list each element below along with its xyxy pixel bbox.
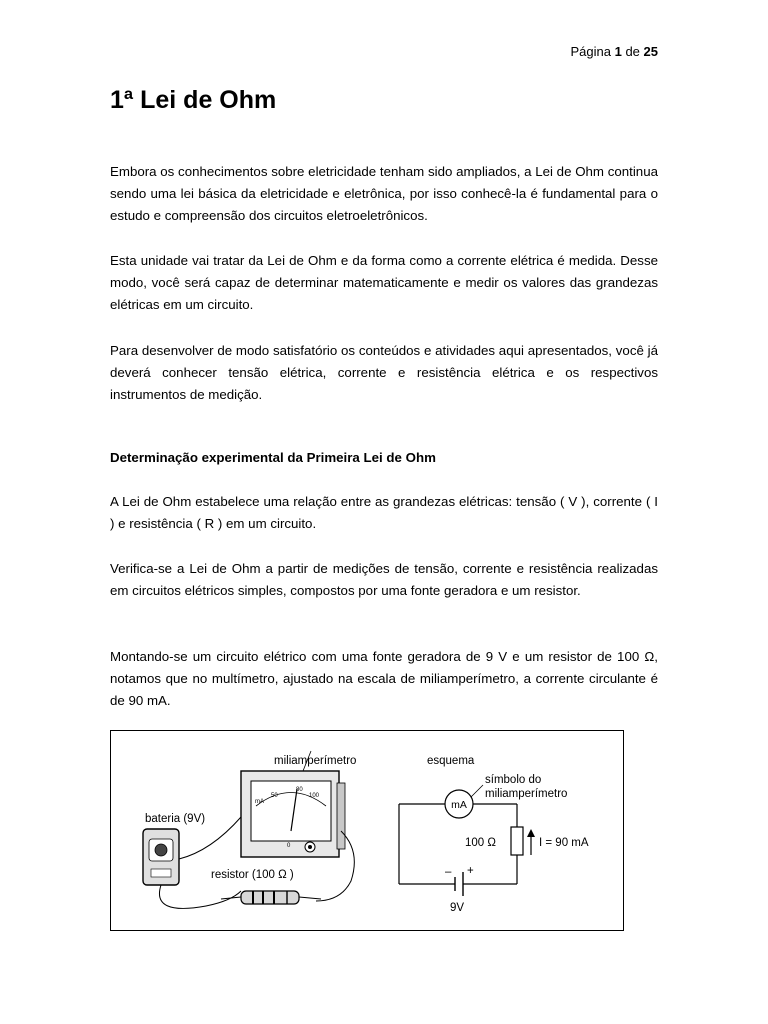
paragraph-unit: Esta unidade vai tratar da Lei de Ohm e da forma como a corrente elétrica é medida. Desse modo, você será capaz de determinar matematicamente e medir os valores das grandezas elétricas em um circuito.: [110, 253, 658, 312]
circuit-figure: [110, 730, 624, 931]
symbol-label-line1: símbolo do: [485, 774, 542, 786]
meter-scale-80: 80: [296, 787, 303, 793]
meter-scale-0: 0: [287, 843, 291, 849]
meter-scale-100: 100: [309, 793, 320, 799]
battery-plus-label: +: [467, 865, 474, 877]
meter-label: miliamperímetro: [274, 755, 357, 767]
paragraph-example: Montando-se um circuito elétrico com uma fonte geradora de 9 V e um resistor de 100 Ω, notamos que no multímetro, ajustado na escala de miliamperímetro, a corrente circulante é de 90 mA.: [110, 649, 658, 708]
current-label: I = 90 mA: [539, 837, 589, 849]
page-current: 1: [614, 44, 622, 59]
page-number: [570, 44, 658, 59]
resistor-label: resistor (100 Ω ): [211, 869, 294, 881]
paragraph-ohm-relation: A Lei de Ohm estabelece uma relação entre as grandezas elétricas: tensão ( V ), corrente ( I ) e resistência ( R ) em um circuito.: [110, 494, 658, 531]
paragraph-verification: Verifica-se a Lei de Ohm a partir de medições de tensão, corrente e resistência realizadas em circuitos elétricos simples, compostos por uma fonte geradora e um resistor.: [110, 561, 658, 598]
page-separator: de: [625, 44, 640, 59]
resistor-drawing: [221, 891, 321, 904]
battery-label: bateria (9V): [145, 813, 206, 825]
page-prefix: Página: [570, 44, 611, 59]
paragraph-intro: Embora os conhecimentos sobre eletricidade tenham sido ampliados, a Lei de Ohm continua sendo uma lei básica da eletricidade e eletrônica, por isso conhecê-la é fundamental para o estudo e compreensão dos circuitos eletroeletrônicos.: [110, 164, 658, 223]
meter-scale-ma: mA: [255, 799, 264, 805]
ammeter-symbol: [445, 790, 473, 818]
circuit-illustration: [111, 731, 623, 930]
ammeter-symbol-label: mA: [451, 799, 467, 811]
section-title: Determinação experimental da Primeira Lei de Ohm: [110, 450, 436, 465]
page-title: 1ª Lei de Ohm: [110, 86, 277, 114]
page-total: 25: [643, 44, 658, 59]
symbol-label-line2: miliamperímetro: [485, 788, 568, 800]
resistance-label: 100 Ω: [465, 837, 496, 849]
battery-voltage-label: 9V: [450, 902, 465, 914]
schema-label: esquema: [427, 755, 475, 767]
battery-minus-label: –: [445, 866, 452, 878]
paragraph-prerequisites: Para desenvolver de modo satisfatório os conteúdos e atividades aqui apresentados, você já deverá conhecer tensão elétrica, corrente e resistência elétrica e os respectivos instrumentos de medição.: [110, 343, 658, 402]
battery-drawing: [143, 829, 179, 885]
meter-scale-50: 50: [271, 793, 278, 799]
